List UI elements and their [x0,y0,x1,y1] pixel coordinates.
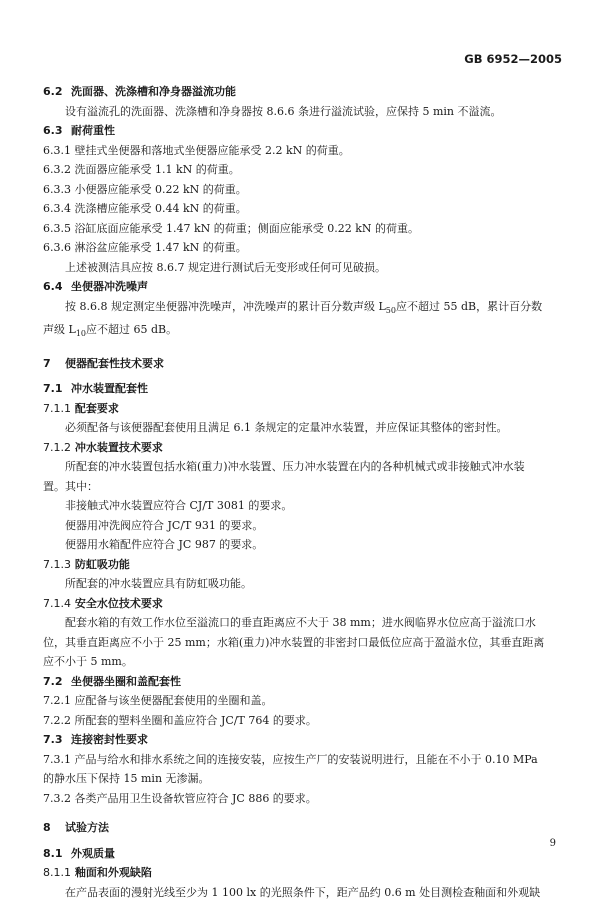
clause-7-2-2: 7.2.2 所配套的塑料坐圈和盖应符合 JC/T 764 的要求。 [43,713,317,727]
chapter-8-heading: 8 试验方法 [43,821,109,835]
section-6-4-text-line2: 声级 $L_{10}$应不超过 65 dB。 [43,323,178,339]
section-6-2-text: 设有溢流孔的洗面器、洗涤槽和净身器按 8.6.6 条进行溢流试验，应保持 5 min 不溢流。 [65,104,502,118]
section-7-1-3-text: 所配套的冲水装置应具有防虹吸功能。 [65,577,252,591]
clause-6-3-6: 6.3.6 淋浴盆应能承受 1.47 kN 的荷重。 [43,241,247,254]
requirement-item: 便器用水箱配件应符合 JC 987 的要求。 [65,538,264,552]
section-6-3-heading: 6.3 耐荷重性 [43,124,115,137]
standard-code: GB 6952—2005 [464,52,562,66]
section-7-3-heading: 7.3 连接密封性要求 [43,733,148,747]
section-7-1-2-heading: 7.1.2 冲水装置技术要求 [43,440,163,454]
section-8-1-1-heading: 8.1.1 釉面和外观缺陷 [43,866,152,880]
section-7-1-2-text2: 置。其中： [43,479,98,493]
clause-6-3-3: 6.3.3 小便器应能承受 0.22 kN 的荷重。 [43,182,247,196]
document-body [43,82,573,902]
clause-6-3-2: 6.3.2 洗面器应能承受 1.1 kN 的荷重。 [43,163,240,176]
section-7-1-heading: 7.1 冲水装置配套性 [43,382,148,396]
page-number: 9 [549,838,556,849]
section-6-2-heading: 6.2 洗面器、洗涤槽和净身器溢流功能 [43,85,236,98]
section-7-1-2-text1: 所配套的冲水装置包括水箱(重力)冲水装置、压力冲水装置在内的各种机械式或非接触式冲水装 [65,460,525,474]
clause-7-2-1: 7.2.1 应配备与该坐便器配套使用的坐圈和盖。 [43,694,273,708]
section-8-1-1-text: 在产品表面的漫射光线至少为 1 100 lx 的光照条件下，距产品约 0.6 m 处目测检查釉面和外观缺 [65,885,541,899]
requirement-item: 便器用冲洗阀应符合 JC/T 931 的要求。 [65,518,264,532]
section-7-1-1-heading: 7.1.1 配套要求 [43,401,119,415]
clause-7-3-1-line2: 的静水压下保持 15 min 无渗漏。 [43,772,210,786]
chapter-7-heading: 7 便器配套性技术要求 [43,356,164,370]
section-6-4-text-line1: 按 8.6.8 规定测定坐便器冲洗噪声，冲洗噪声的累计百分数声级 $L_{50}$应不超过 55 dB，累计百分数 [65,299,543,315]
clause-6-3-5: 6.3.5 浴缸底面应能承受 1.47 kN 的荷重；侧面应能承受 0.22 kN 的荷重。 [43,221,420,235]
section-7-1-3-heading: 7.1.3 防虹吸功能 [43,557,130,571]
section-7-1-4-heading: 7.1.4 安全水位技术要求 [43,596,163,610]
section-7-2-heading: 7.2 坐便器坐圈和盖配套性 [43,674,181,688]
section-8-1-heading: 8.1 外观质量 [43,846,115,860]
section-7-1-4-text3: 应不小于 5 mm。 [43,655,133,669]
clause-7-3-2: 7.3.2 各类产品用卫生设备软管应符合 JC 886 的要求。 [43,791,317,805]
clause-6-3-1: 6.3.1 壁挂式坐便器和落地式坐便器应能承受 2.2 kN 的荷重。 [43,143,350,157]
section-7-1-4-text2: 位，其垂直距离应不小于 25 mm；水箱(重力)冲水装置的非密封口最低位应高于盈溢水位，其垂直距离 [43,635,545,649]
requirement-item: 非接触式冲水装置应符合 CJ/T 3081 的要求。 [65,499,293,513]
clause-7-3-1-line1: 7.3.1 产品与给水和排水系统之间的连接安装，应按生产厂的安装说明进行，且能在不小于 0.10 MPa [43,752,538,766]
clause-6-3-4: 6.3.4 洗涤槽应能承受 0.44 kN 的荷重。 [43,202,247,215]
section-6-3-note: 上述被测洁具应按 8.6.7 规定进行测试后无变形或任何可见破损。 [65,260,386,274]
section-6-4-heading: 6.4 坐便器冲洗噪声 [43,280,148,293]
section-7-1-1-text: 必须配备与该便器配套使用且满足 6.1 条规定的定量冲水装置，并应保证其整体的密封性。 [65,421,508,435]
section-7-1-4-text1: 配套水箱的有效工作水位至溢流口的垂直距离应不大于 38 mm；进水阀临界水位应高于溢流口水 [65,616,536,630]
